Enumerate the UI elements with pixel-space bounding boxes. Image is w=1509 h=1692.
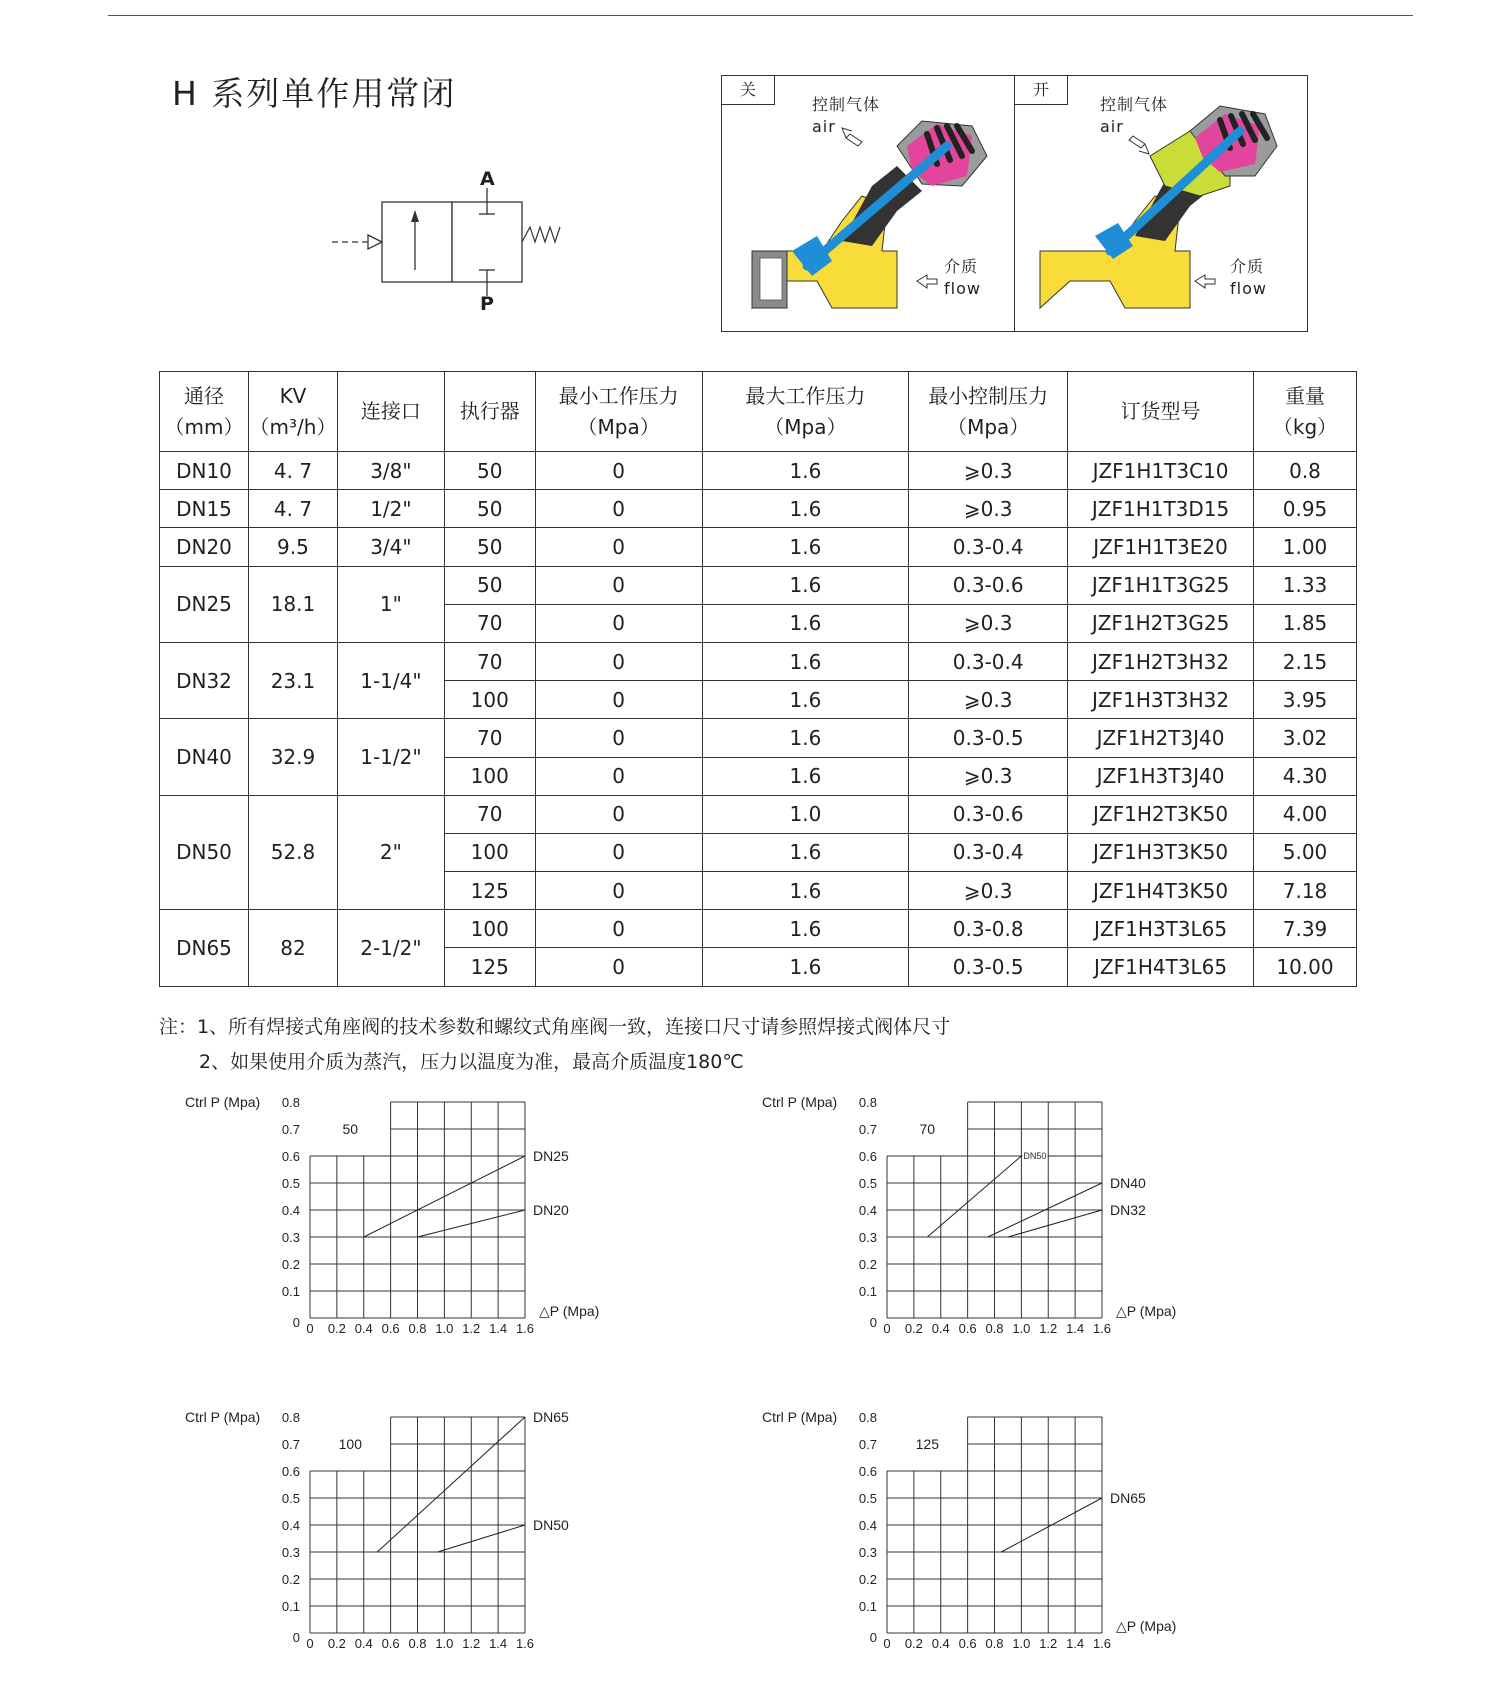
cell-model: JZF1H2T3K50 bbox=[1068, 795, 1254, 833]
cell-bore: DN25 bbox=[160, 566, 249, 642]
column-header-label: 通径 bbox=[183, 383, 224, 408]
port-a-label: A bbox=[480, 170, 495, 190]
pilot-arrow-icon bbox=[368, 235, 382, 249]
cell-weight: 3.95 bbox=[1254, 681, 1357, 719]
cell-ctrl-pressure: 0.3-0.5 bbox=[909, 948, 1068, 986]
column-header-unit: （kg） bbox=[1272, 414, 1338, 439]
state-tag: 关 bbox=[722, 76, 775, 105]
note-1: 注：1、所有焊接式角座阀的技术参数和螺纹式角座阀一致，连接口尺寸请参照焊接式阀体尺寸 bbox=[159, 1016, 951, 1038]
chart-title: 125 bbox=[915, 1436, 939, 1452]
y-tick-label: 0.7 bbox=[858, 1437, 877, 1452]
column-header-unit: （m³/h） bbox=[249, 414, 337, 439]
x-tick-label: 1.6 bbox=[1092, 1321, 1112, 1336]
x-tick-label: 0 bbox=[883, 1636, 891, 1651]
x-tick-label: 1.2 bbox=[462, 1636, 481, 1651]
cell-kv: 4. 7 bbox=[248, 490, 337, 528]
air-label-en: air bbox=[1100, 117, 1124, 136]
cell-weight: 1.33 bbox=[1254, 566, 1357, 604]
y-tick-label: 0.2 bbox=[858, 1257, 877, 1272]
column-header bbox=[248, 372, 337, 452]
air-label-cn: 控制气体 bbox=[1100, 95, 1169, 114]
column-header bbox=[160, 372, 249, 452]
cell-weight: 1.85 bbox=[1254, 604, 1357, 642]
cell-model: JZF1H4T3L65 bbox=[1068, 948, 1254, 986]
cell-model: JZF1H2T3G25 bbox=[1068, 604, 1254, 642]
y-tick-label: 0.5 bbox=[858, 1176, 877, 1191]
x-axis-label: △P (Mpa) bbox=[539, 1303, 600, 1319]
column-header-label: KV bbox=[279, 383, 307, 408]
cell-kv: 23.1 bbox=[248, 642, 337, 718]
cell-bore: DN65 bbox=[160, 910, 249, 986]
chart-actuator-125 bbox=[752, 1397, 1232, 1667]
y-tick-label: 0.2 bbox=[281, 1257, 300, 1272]
cell-min-pressure: 0 bbox=[535, 948, 702, 986]
cell-max-pressure: 1.6 bbox=[702, 566, 909, 604]
cell-max-pressure: 1.6 bbox=[702, 604, 909, 642]
spring-icon bbox=[522, 227, 560, 242]
x-tick-label: 0 bbox=[306, 1636, 314, 1651]
cell-ctrl-pressure: ⩾0.3 bbox=[909, 452, 1068, 490]
column-header-unit: （Mpa） bbox=[947, 414, 1030, 439]
column-header-label: 订货型号 bbox=[1120, 399, 1201, 423]
column-header-unit: （Mpa） bbox=[764, 414, 847, 439]
x-tick-label: 1.2 bbox=[1039, 1321, 1058, 1336]
cell-actuator: 70 bbox=[444, 642, 535, 680]
air-label-cn: 控制气体 bbox=[812, 95, 881, 114]
cell-weight: 7.39 bbox=[1254, 910, 1357, 948]
table-row bbox=[160, 490, 1357, 528]
y-tick-label: 0.1 bbox=[281, 1284, 300, 1299]
cell-actuator: 50 bbox=[444, 528, 535, 566]
x-tick-label: 1.0 bbox=[435, 1321, 454, 1336]
flow-label-en: flow bbox=[1230, 279, 1267, 298]
table-body bbox=[160, 452, 1357, 987]
cell-weight: 0.8 bbox=[1254, 452, 1357, 490]
cell-actuator: 50 bbox=[444, 452, 535, 490]
series-label: DN40 bbox=[1110, 1175, 1146, 1191]
cell-max-pressure: 1.6 bbox=[702, 833, 909, 871]
y-tick-label: 0.7 bbox=[281, 1437, 300, 1452]
cell-actuator: 100 bbox=[444, 833, 535, 871]
cell-min-pressure: 0 bbox=[535, 719, 702, 757]
y-tick-label: 0.1 bbox=[858, 1599, 877, 1614]
y-tick-label: 0.4 bbox=[281, 1203, 300, 1218]
y-tick-label: 0.1 bbox=[281, 1599, 300, 1614]
flow-arrow-icon bbox=[917, 275, 937, 288]
chart-actuator-100 bbox=[175, 1397, 655, 1667]
x-tick-label: 0 bbox=[306, 1321, 314, 1336]
flow-label-en: flow bbox=[944, 279, 981, 298]
cell-min-pressure: 0 bbox=[535, 528, 702, 566]
cell-model: JZF1H1T3G25 bbox=[1068, 566, 1254, 604]
note-2: 2、如果使用介质为蒸汽，压力以温度为准，最高介质温度180℃ bbox=[199, 1051, 744, 1073]
y-tick-label: 0.6 bbox=[281, 1464, 300, 1479]
cell-max-pressure: 1.6 bbox=[702, 872, 909, 910]
y-tick-label: 0.5 bbox=[281, 1176, 300, 1191]
x-tick-label: 0.8 bbox=[985, 1636, 1004, 1651]
y-tick-label: 0.1 bbox=[858, 1284, 877, 1299]
cell-bore: DN20 bbox=[160, 528, 249, 566]
x-tick-label: 0.8 bbox=[408, 1321, 427, 1336]
table-row bbox=[160, 795, 1357, 833]
column-header-unit: （Mpa） bbox=[577, 414, 660, 439]
notes bbox=[159, 1010, 950, 1080]
series-label: DN65 bbox=[533, 1409, 569, 1425]
cell-weight: 4.00 bbox=[1254, 795, 1357, 833]
series-label: DN50 bbox=[533, 1517, 569, 1533]
cell-kv: 18.1 bbox=[248, 566, 337, 642]
cell-model: JZF1H3T3J40 bbox=[1068, 757, 1254, 795]
y-tick-label: 0.3 bbox=[281, 1230, 300, 1245]
y-tick-label: 0.6 bbox=[281, 1149, 300, 1164]
cell-ctrl-pressure: 0.3-0.4 bbox=[909, 642, 1068, 680]
cell-kv: 52.8 bbox=[248, 795, 337, 910]
series-line bbox=[927, 1156, 1021, 1237]
y-tick-label: 0.6 bbox=[858, 1149, 877, 1164]
cell-weight: 1.00 bbox=[1254, 528, 1357, 566]
x-tick-label: 1.0 bbox=[435, 1636, 454, 1651]
column-header-label: 最大工作压力 bbox=[745, 383, 866, 408]
cell-model: JZF1H1T3E20 bbox=[1068, 528, 1254, 566]
x-tick-label: 0.6 bbox=[381, 1321, 400, 1336]
cell-port: 1-1/2" bbox=[337, 719, 444, 795]
x-tick-label: 1.6 bbox=[1092, 1636, 1112, 1651]
cell-ctrl-pressure: ⩾0.3 bbox=[909, 604, 1068, 642]
x-tick-label: 0.8 bbox=[408, 1636, 427, 1651]
cell-weight: 0.95 bbox=[1254, 490, 1357, 528]
y-tick-label: 0.3 bbox=[281, 1545, 300, 1560]
series-label: DN20 bbox=[533, 1202, 569, 1218]
column-header-label: 执行器 bbox=[459, 399, 520, 423]
cell-ctrl-pressure: 0.3-0.6 bbox=[909, 795, 1068, 833]
cell-ctrl-pressure: 0.3-0.8 bbox=[909, 910, 1068, 948]
series-label: DN50 bbox=[1023, 1151, 1047, 1161]
cell-port: 1-1/4" bbox=[337, 642, 444, 718]
cell-max-pressure: 1.6 bbox=[702, 757, 909, 795]
y-axis-label: Ctrl P (Mpa) bbox=[762, 1409, 838, 1425]
cell-bore: DN50 bbox=[160, 795, 249, 910]
cell-port: 1" bbox=[337, 566, 444, 642]
valve-symbol bbox=[320, 170, 580, 310]
chart-title: 70 bbox=[919, 1121, 936, 1137]
cell-actuator: 70 bbox=[444, 795, 535, 833]
table-row bbox=[160, 452, 1357, 490]
x-tick-label: 1.4 bbox=[489, 1321, 508, 1336]
column-header-label: 最小工作压力 bbox=[558, 383, 679, 408]
series-label: DN65 bbox=[1110, 1490, 1146, 1506]
y-tick-label: 0.3 bbox=[858, 1230, 877, 1245]
y-tick-label: 0 bbox=[292, 1630, 300, 1645]
y-tick-label: 0 bbox=[869, 1315, 877, 1330]
cell-port: 1/2" bbox=[337, 490, 444, 528]
cell-weight: 10.00 bbox=[1254, 948, 1357, 986]
y-tick-label: 0.8 bbox=[858, 1410, 877, 1425]
cell-min-pressure: 0 bbox=[535, 452, 702, 490]
cell-kv: 9.5 bbox=[248, 528, 337, 566]
x-tick-label: 1.2 bbox=[462, 1321, 481, 1336]
column-header bbox=[1068, 372, 1254, 452]
y-axis-label: Ctrl P (Mpa) bbox=[762, 1094, 838, 1110]
cell-bore: DN10 bbox=[160, 452, 249, 490]
y-axis-label: Ctrl P (Mpa) bbox=[185, 1409, 261, 1425]
cell-kv: 32.9 bbox=[248, 719, 337, 795]
cell-min-pressure: 0 bbox=[535, 490, 702, 528]
cell-weight: 4.30 bbox=[1254, 757, 1357, 795]
spec-table bbox=[159, 371, 1357, 987]
cell-kv: 82 bbox=[248, 910, 337, 986]
cell-model: JZF1H2T3J40 bbox=[1068, 719, 1254, 757]
x-tick-label: 1.6 bbox=[515, 1321, 535, 1336]
y-tick-label: 0.8 bbox=[281, 1410, 300, 1425]
column-header-unit: （mm） bbox=[164, 414, 244, 439]
x-tick-label: 0.4 bbox=[931, 1636, 950, 1651]
x-tick-label: 0.2 bbox=[327, 1321, 346, 1336]
cell-min-pressure: 0 bbox=[535, 757, 702, 795]
x-tick-label: 1.2 bbox=[1039, 1636, 1058, 1651]
cell-model: JZF1H1T3C10 bbox=[1068, 452, 1254, 490]
column-header-label: 重量 bbox=[1285, 383, 1325, 408]
cell-bore: DN15 bbox=[160, 490, 249, 528]
x-tick-label: 0.6 bbox=[958, 1636, 977, 1651]
x-tick-label: 1.4 bbox=[1066, 1636, 1085, 1651]
x-tick-label: 0.6 bbox=[381, 1636, 400, 1651]
x-tick-label: 0.2 bbox=[327, 1636, 346, 1651]
column-header bbox=[337, 372, 444, 452]
cell-min-pressure: 0 bbox=[535, 910, 702, 948]
x-tick-label: 1.0 bbox=[1012, 1636, 1031, 1651]
y-tick-label: 0 bbox=[292, 1315, 300, 1330]
cell-bore: DN32 bbox=[160, 642, 249, 718]
column-header bbox=[1254, 372, 1357, 452]
x-tick-label: 0.4 bbox=[354, 1636, 373, 1651]
cell-max-pressure: 1.6 bbox=[702, 910, 909, 948]
page-title: H 系列单作用常闭 bbox=[172, 74, 457, 113]
series-line bbox=[1008, 1210, 1102, 1237]
chart-title: 100 bbox=[338, 1436, 362, 1452]
column-header bbox=[909, 372, 1068, 452]
cell-bore: DN40 bbox=[160, 719, 249, 795]
y-tick-label: 0.4 bbox=[281, 1518, 300, 1533]
valve-panel-open bbox=[1014, 76, 1307, 331]
air-label-en: air bbox=[812, 117, 836, 136]
y-tick-label: 0.5 bbox=[281, 1491, 300, 1506]
cell-min-pressure: 0 bbox=[535, 566, 702, 604]
cell-ctrl-pressure: ⩾0.3 bbox=[909, 490, 1068, 528]
cell-ctrl-pressure: ⩾0.3 bbox=[909, 872, 1068, 910]
chart-actuator-50 bbox=[175, 1082, 655, 1352]
state-tag: 开 bbox=[1015, 76, 1068, 105]
valve-panel-closed bbox=[722, 76, 1014, 331]
series-line bbox=[438, 1525, 525, 1552]
cell-weight: 5.00 bbox=[1254, 833, 1357, 871]
cell-min-pressure: 0 bbox=[535, 604, 702, 642]
table-row bbox=[160, 910, 1357, 948]
x-tick-label: 1.0 bbox=[1012, 1321, 1031, 1336]
cell-model: JZF1H3T3K50 bbox=[1068, 833, 1254, 871]
table-header-row bbox=[160, 372, 1357, 452]
y-tick-label: 0.8 bbox=[858, 1095, 877, 1110]
cell-max-pressure: 1.6 bbox=[702, 528, 909, 566]
x-tick-label: 0.6 bbox=[958, 1321, 977, 1336]
air-arrow-icon bbox=[842, 128, 862, 146]
cell-port: 2-1/2" bbox=[337, 910, 444, 986]
cell-ctrl-pressure: 0.3-0.5 bbox=[909, 719, 1068, 757]
column-header-label: 最小控制压力 bbox=[928, 383, 1049, 408]
x-tick-label: 0.2 bbox=[904, 1636, 923, 1651]
cell-weight: 3.02 bbox=[1254, 719, 1357, 757]
y-tick-label: 0.7 bbox=[858, 1122, 877, 1137]
x-tick-label: 0.4 bbox=[354, 1321, 373, 1336]
port-p-label: P bbox=[480, 293, 494, 310]
cell-min-pressure: 0 bbox=[535, 833, 702, 871]
y-axis-label: Ctrl P (Mpa) bbox=[185, 1094, 261, 1110]
cell-port: 2" bbox=[337, 795, 444, 910]
cell-weight: 2.15 bbox=[1254, 642, 1357, 680]
cell-actuator: 50 bbox=[444, 566, 535, 604]
x-tick-label: 0 bbox=[883, 1321, 891, 1336]
cell-ctrl-pressure: ⩾0.3 bbox=[909, 757, 1068, 795]
x-axis-label: △P (Mpa) bbox=[1116, 1303, 1177, 1319]
cell-ctrl-pressure: 0.3-0.4 bbox=[909, 528, 1068, 566]
x-tick-label: 0.8 bbox=[985, 1321, 1004, 1336]
cell-port: 3/8" bbox=[337, 452, 444, 490]
cell-max-pressure: 1.6 bbox=[702, 452, 909, 490]
y-tick-label: 0.2 bbox=[858, 1572, 877, 1587]
cell-min-pressure: 0 bbox=[535, 642, 702, 680]
series-label: DN25 bbox=[533, 1148, 569, 1164]
y-tick-label: 0.7 bbox=[281, 1122, 300, 1137]
chart-title: 50 bbox=[342, 1121, 359, 1137]
air-arrow-icon bbox=[1129, 136, 1149, 154]
cell-max-pressure: 1.6 bbox=[702, 681, 909, 719]
flow-arrow-icon bbox=[1195, 275, 1215, 288]
y-tick-label: 0 bbox=[869, 1630, 877, 1645]
valve-state-diagrams bbox=[721, 75, 1308, 332]
x-tick-label: 1.4 bbox=[489, 1636, 508, 1651]
cell-actuator: 70 bbox=[444, 719, 535, 757]
cell-ctrl-pressure: 0.3-0.4 bbox=[909, 833, 1068, 871]
cell-actuator: 70 bbox=[444, 604, 535, 642]
top-divider bbox=[108, 15, 1413, 16]
y-tick-label: 0.2 bbox=[281, 1572, 300, 1587]
cell-actuator: 100 bbox=[444, 681, 535, 719]
cell-port: 3/4" bbox=[337, 528, 444, 566]
cell-max-pressure: 1.6 bbox=[702, 490, 909, 528]
cell-actuator: 100 bbox=[444, 757, 535, 795]
cell-kv: 4. 7 bbox=[248, 452, 337, 490]
cell-model: JZF1H4T3K50 bbox=[1068, 872, 1254, 910]
series-label: DN32 bbox=[1110, 1202, 1146, 1218]
x-axis-label: △P (Mpa) bbox=[1116, 1618, 1177, 1634]
table-row bbox=[160, 719, 1357, 757]
cell-actuator: 125 bbox=[444, 872, 535, 910]
cell-model: JZF1H2T3H32 bbox=[1068, 642, 1254, 680]
table-row bbox=[160, 528, 1357, 566]
cell-max-pressure: 1.6 bbox=[702, 642, 909, 680]
flow-label-cn: 介质 bbox=[944, 257, 979, 276]
x-tick-label: 1.6 bbox=[515, 1636, 535, 1651]
cell-ctrl-pressure: ⩾0.3 bbox=[909, 681, 1068, 719]
cell-min-pressure: 0 bbox=[535, 681, 702, 719]
cell-ctrl-pressure: 0.3-0.6 bbox=[909, 566, 1068, 604]
x-tick-label: 0.4 bbox=[931, 1321, 950, 1336]
table-row bbox=[160, 566, 1357, 604]
y-tick-label: 0.4 bbox=[858, 1518, 877, 1533]
cell-actuator: 50 bbox=[444, 490, 535, 528]
column-header-label: 连接口 bbox=[360, 399, 421, 423]
flow-label-cn: 介质 bbox=[1230, 257, 1265, 276]
y-tick-label: 0.4 bbox=[858, 1203, 877, 1218]
cell-max-pressure: 1.0 bbox=[702, 795, 909, 833]
column-header bbox=[702, 372, 909, 452]
cell-min-pressure: 0 bbox=[535, 872, 702, 910]
cell-min-pressure: 0 bbox=[535, 795, 702, 833]
chart-actuator-70 bbox=[752, 1082, 1232, 1352]
column-header bbox=[535, 372, 702, 452]
cell-actuator: 100 bbox=[444, 910, 535, 948]
x-tick-label: 0.2 bbox=[904, 1321, 923, 1336]
y-tick-label: 0.3 bbox=[858, 1545, 877, 1560]
table-row bbox=[160, 642, 1357, 680]
cell-model: JZF1H1T3D15 bbox=[1068, 490, 1254, 528]
y-tick-label: 0.6 bbox=[858, 1464, 877, 1479]
y-tick-label: 0.8 bbox=[281, 1095, 300, 1110]
x-tick-label: 1.4 bbox=[1066, 1321, 1085, 1336]
cell-actuator: 125 bbox=[444, 948, 535, 986]
y-tick-label: 0.5 bbox=[858, 1491, 877, 1506]
cell-max-pressure: 1.6 bbox=[702, 948, 909, 986]
cell-max-pressure: 1.6 bbox=[702, 719, 909, 757]
column-header bbox=[444, 372, 535, 452]
cell-weight: 7.18 bbox=[1254, 872, 1357, 910]
cell-model: JZF1H3T3L65 bbox=[1068, 910, 1254, 948]
cell-model: JZF1H3T3H32 bbox=[1068, 681, 1254, 719]
